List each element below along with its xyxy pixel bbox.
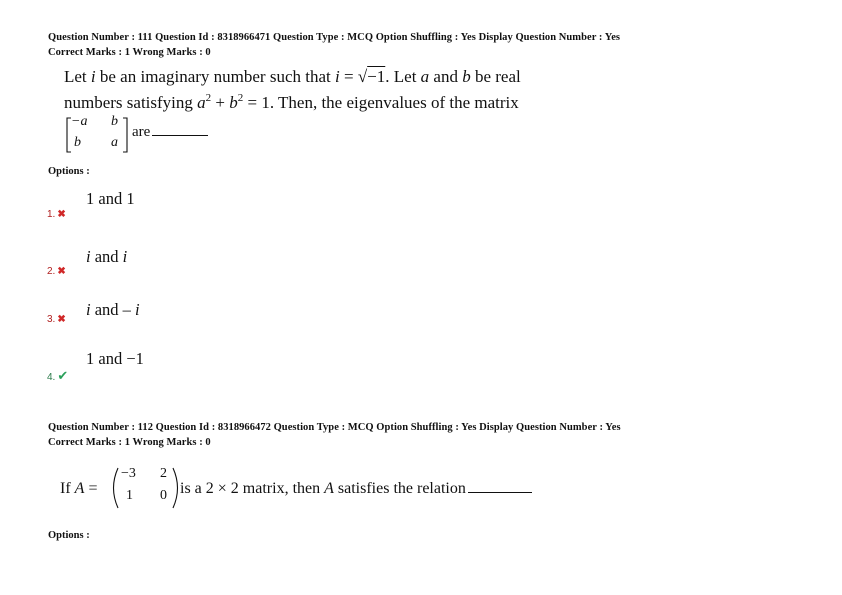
question-112-marks: Correct Marks : 1 Wrong Marks : 0 bbox=[48, 437, 211, 448]
option-3-text[interactable]: i and – i bbox=[86, 300, 140, 319]
sqrt-symbol: √ bbox=[357, 67, 368, 86]
check-icon: ✔ bbox=[57, 368, 69, 383]
question-112-lead: If A = bbox=[60, 480, 98, 497]
matrix-112-r2c2: 0 bbox=[160, 488, 167, 503]
option-3-number: 3. ✖ bbox=[47, 314, 66, 325]
answer-blank bbox=[468, 491, 532, 493]
matrix-112-r1c2: 2 bbox=[160, 466, 167, 481]
matrix-112-parens bbox=[108, 466, 184, 510]
cross-icon: ✖ bbox=[57, 266, 66, 277]
option-1-text[interactable]: 1 and 1 bbox=[86, 189, 135, 208]
option-4-text[interactable]: 1 and −1 bbox=[86, 349, 144, 368]
question-112-text: is a 2 × 2 matrix, then A satisfies the relation bbox=[180, 480, 532, 498]
question-111-meta: Question Number : 111 Question Id : 8318966471 Question Type : MCQ Option Shuffling : Yes Display Question Number : Yes bbox=[48, 32, 621, 43]
option-4-number: 4. ✔ bbox=[47, 368, 69, 383]
matrix-111-r1c2: b bbox=[111, 114, 118, 129]
option-2-number: 2. ✖ bbox=[47, 266, 66, 277]
matrix-111-r2c2: a bbox=[111, 135, 118, 150]
answer-blank bbox=[152, 134, 208, 136]
question-111-line-2: numbers satisfying $a^2 + b^2 = 1$. Then, the eigenvalues of the matrix bbox=[64, 92, 519, 112]
question-112-meta: Question Number : 112 Question Id : 8318966472 Question Type : MCQ Option Shuffling : Yes Display Question Number : Yes bbox=[48, 422, 621, 433]
matrix-112-r1c1: −3 bbox=[121, 466, 136, 481]
question-111-tail: are bbox=[132, 124, 208, 141]
question-111-marks: Correct Marks : 1 Wrong Marks : 0 bbox=[48, 47, 211, 58]
cross-icon: ✖ bbox=[57, 209, 66, 220]
question-111-line-1: Let i be an imaginary number such that i = √−1. Let a and b be real bbox=[64, 67, 521, 86]
cross-icon: ✖ bbox=[57, 314, 66, 325]
options-label-111: Options : bbox=[48, 166, 90, 177]
matrix-111-r1c1: −a bbox=[71, 114, 88, 129]
matrix-112-r2c1: 1 bbox=[126, 488, 133, 503]
matrix-111-r2c1: b bbox=[74, 135, 81, 150]
option-1-number: 1. ✖ bbox=[47, 209, 66, 220]
options-label-112: Options : bbox=[48, 530, 90, 541]
option-2-text[interactable]: i and i bbox=[86, 247, 128, 266]
